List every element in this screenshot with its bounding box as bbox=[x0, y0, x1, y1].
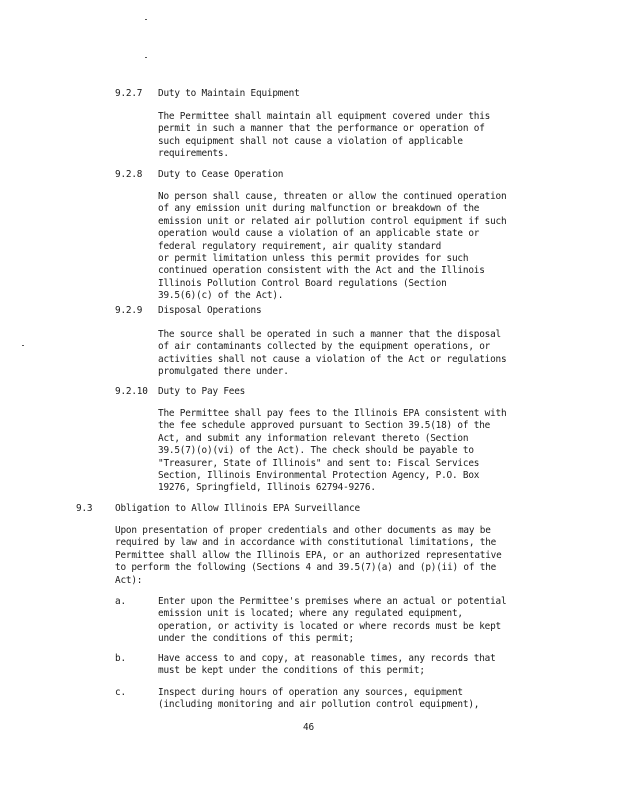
page-number: 46 bbox=[303, 722, 314, 733]
body-line: "Treasurer, State of Illinois" and sent to: Fiscal Services bbox=[158, 457, 480, 469]
section-number: 9.2.7 bbox=[115, 88, 143, 99]
body-line: Upon presentation of proper credentials and other documents as may be bbox=[115, 525, 491, 536]
body-line: Have access to and copy, at reasonable times, any records that bbox=[158, 653, 496, 664]
body-line: 19276, Springfield, Illinois 62794-9276. bbox=[158, 482, 376, 494]
list-item-letter: c. bbox=[115, 687, 126, 698]
section-title: Disposal Operations bbox=[158, 305, 262, 316]
body-line: Act): bbox=[115, 574, 143, 586]
body-line: operation would cause a violation of an applicable state or bbox=[158, 228, 480, 240]
list-item bbox=[158, 596, 506, 646]
section-number: 9.2.10 bbox=[115, 386, 148, 397]
scan-mark bbox=[22, 345, 24, 346]
body-line: Permittee shall allow the Illinois EPA, or an authorized representative bbox=[115, 549, 502, 561]
body-line: 39.5(7)(o)(vi) of the Act). The check should be payable to bbox=[158, 445, 474, 457]
body-line: emission unit or related air pollution control equipment if such bbox=[158, 215, 507, 227]
body-line: operation, or activity is located or where records must be kept bbox=[158, 620, 501, 632]
body-line: (including monitoring and air pollution control equipment), bbox=[158, 699, 480, 711]
body-line: requirements. bbox=[158, 148, 229, 160]
body-line: to perform the following (Sections 4 and 39.5(7)(a) and (p)(ii) of the bbox=[115, 562, 497, 574]
section-number: 9.3 bbox=[76, 503, 93, 514]
section-body bbox=[158, 111, 490, 161]
body-line: Section, Illinois Environmental Protection Agency, P.O. Box bbox=[158, 470, 480, 482]
section-number: 9.2.8 bbox=[115, 169, 143, 180]
section-body bbox=[158, 191, 506, 303]
scan-mark bbox=[145, 57, 147, 58]
section-title: Duty to Cease Operation bbox=[158, 169, 284, 180]
body-line: federal regulatory requirement, air quality standard bbox=[158, 240, 442, 252]
body-line: activities shall not cause a violation of the Act or regulations bbox=[158, 353, 507, 365]
body-line: continued operation consistent with the Act and the Illinois bbox=[158, 265, 485, 277]
body-line: Inspect during hours of operation any sources, equipment bbox=[158, 687, 463, 698]
body-line: No person shall cause, threaten or allow the continued operation bbox=[158, 191, 507, 202]
body-line: promulgated there under. bbox=[158, 366, 289, 378]
section-title: Obligation to Allow Illinois EPA Surveillance bbox=[115, 503, 360, 514]
body-line: The source shall be operated in such a manner that the disposal bbox=[158, 329, 501, 340]
body-line: the fee schedule approved pursuant to Section 39.5(18) of the bbox=[158, 420, 491, 432]
body-line: such equipment shall not cause a violation of applicable bbox=[158, 135, 463, 147]
body-line: emission unit is located; where any regulated equipment, bbox=[158, 608, 463, 620]
list-item-letter: a. bbox=[115, 596, 126, 607]
body-line: under the conditions of this permit; bbox=[158, 633, 354, 645]
body-line: of any emission unit during malfunction or breakdown of the bbox=[158, 203, 480, 215]
section-number: 9.2.9 bbox=[115, 305, 143, 316]
body-line: The Permittee shall pay fees to the Illinois EPA consistent with bbox=[158, 408, 507, 419]
list-item bbox=[158, 653, 496, 678]
body-line: 39.5(6)(c) of the Act). bbox=[158, 290, 284, 302]
body-line: Act, and submit any information relevant thereto (Section bbox=[158, 432, 469, 444]
body-line: Enter upon the Permittee's premises where an actual or potential bbox=[158, 596, 507, 607]
section-title: Duty to Pay Fees bbox=[158, 386, 246, 397]
body-line: permit in such a manner that the performance or operation of bbox=[158, 123, 485, 135]
body-line: Illinois Pollution Control Board regulations (Section bbox=[158, 277, 447, 289]
section-body bbox=[158, 329, 506, 379]
section-body bbox=[115, 525, 502, 587]
body-line: must be kept under the conditions of this permit; bbox=[158, 665, 425, 677]
body-line: of air contaminants collected by the equipment operations, or bbox=[158, 341, 491, 353]
scan-mark bbox=[145, 19, 147, 20]
section-body bbox=[158, 408, 506, 495]
body-line: required by law and in accordance with constitutional limitations, the bbox=[115, 537, 497, 549]
body-line: or permit limitation unless this permit provides for such bbox=[158, 253, 469, 265]
section-title: Duty to Maintain Equipment bbox=[158, 88, 300, 99]
list-item-letter: b. bbox=[115, 653, 126, 664]
list-item bbox=[158, 687, 479, 712]
body-line: The Permittee shall maintain all equipment covered under this bbox=[158, 111, 491, 122]
